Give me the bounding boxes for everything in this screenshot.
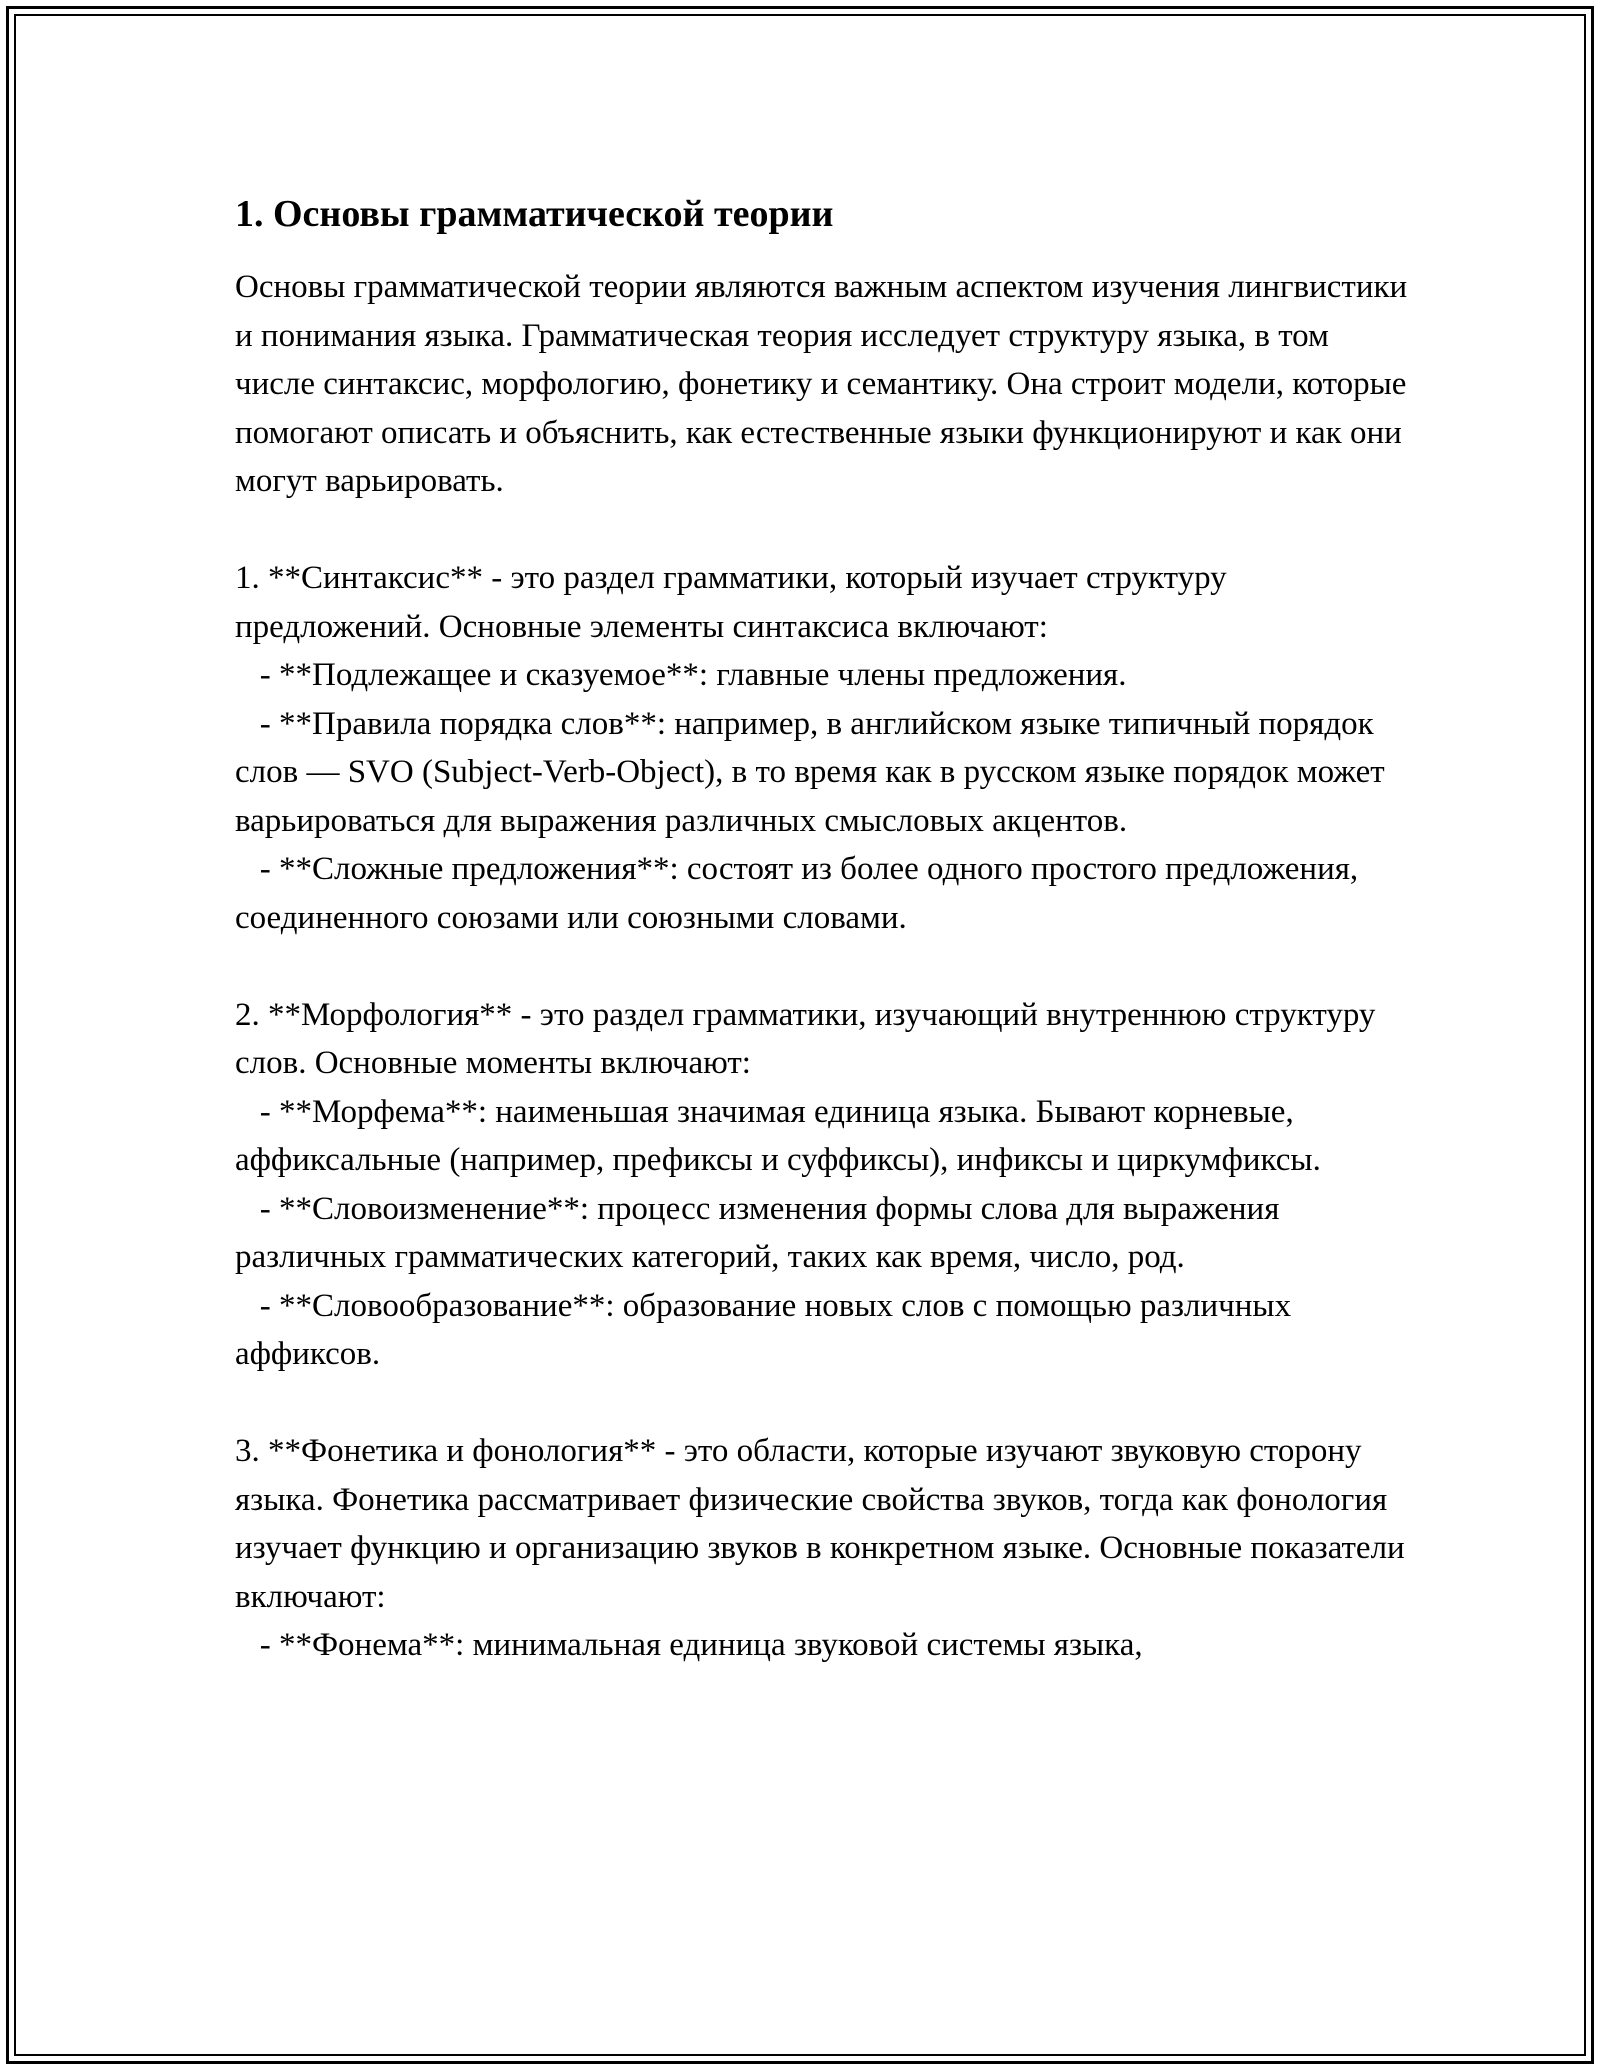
syntax-item-complex-sentences: - **Сложные предложения**: состоят из более одного простого предложения, соединенного союзами или союзными словами. (235, 851, 1367, 936)
morphology-section (235, 991, 1415, 1379)
morphology-item-word-formation: - **Словообразование**: образование новых слов с помощью различных аффиксов. (235, 1287, 1300, 1372)
paragraph-gap (235, 506, 1415, 555)
phonetics-section (235, 1427, 1415, 1670)
intro-paragraph: Основы грамматической теории являются важным аспектом изучения лингвистики и понимания языка. Грамматическая теория исследует структуру языка, в том числе синтаксис, морфологию, фонетику и семантику. Она строит модели, которые помогают описать и объяснить, как естественные языки функционируют и как они могут варьировать. (235, 269, 1416, 499)
document-body (235, 185, 1415, 1670)
paragraph-gap (235, 1379, 1415, 1428)
morphology-item-morpheme: - **Морфема**: наименьшая значимая единица языка. Бывают корневые, аффиксальные (например, префиксы и суффиксы), инфиксы и циркумфиксы. (235, 1093, 1321, 1178)
section-heading: 1. Основы грамматической теории (235, 193, 834, 235)
syntax-item-word-order: - **Правила порядка слов**: например, в английском языке типичный порядок слов — SVO (Subject-Verb-Object), в то время как в русском языке порядок может варьироваться для выражения различных смысловых акцентов. (235, 705, 1393, 839)
morphology-title: 2. **Морфология** - это раздел грамматики, изучающий внутреннюю структуру слов. Основные моменты включают: (235, 996, 1384, 1081)
morphology-item-inflection: - **Словоизменение**: процесс изменения формы слова для выражения различных грамматических категорий, таких как время, число, род. (235, 1190, 1288, 1275)
phonetics-title: 3. **Фонетика и фонология** - это области, которые изучают звуковую сторону языка. Фонетика рассматривает физические свойства звуков, тогда как фонология изучает функцию и организацию звуков в конкретном языке. Основные показатели включают: (235, 1433, 1413, 1615)
paragraph-gap (235, 942, 1415, 991)
syntax-section (235, 554, 1415, 942)
phonetics-item-phoneme: - **Фонема**: минимальная единица звуковой системы языка, (235, 1627, 1143, 1663)
syntax-title: 1. **Синтаксис** - это раздел грамматики, который изучает структуру предложений. Основные элементы синтаксиса включают: (235, 560, 1235, 645)
syntax-item-subject-predicate: - **Подлежащее и сказуемое**: главные члены предложения. (235, 657, 1127, 693)
